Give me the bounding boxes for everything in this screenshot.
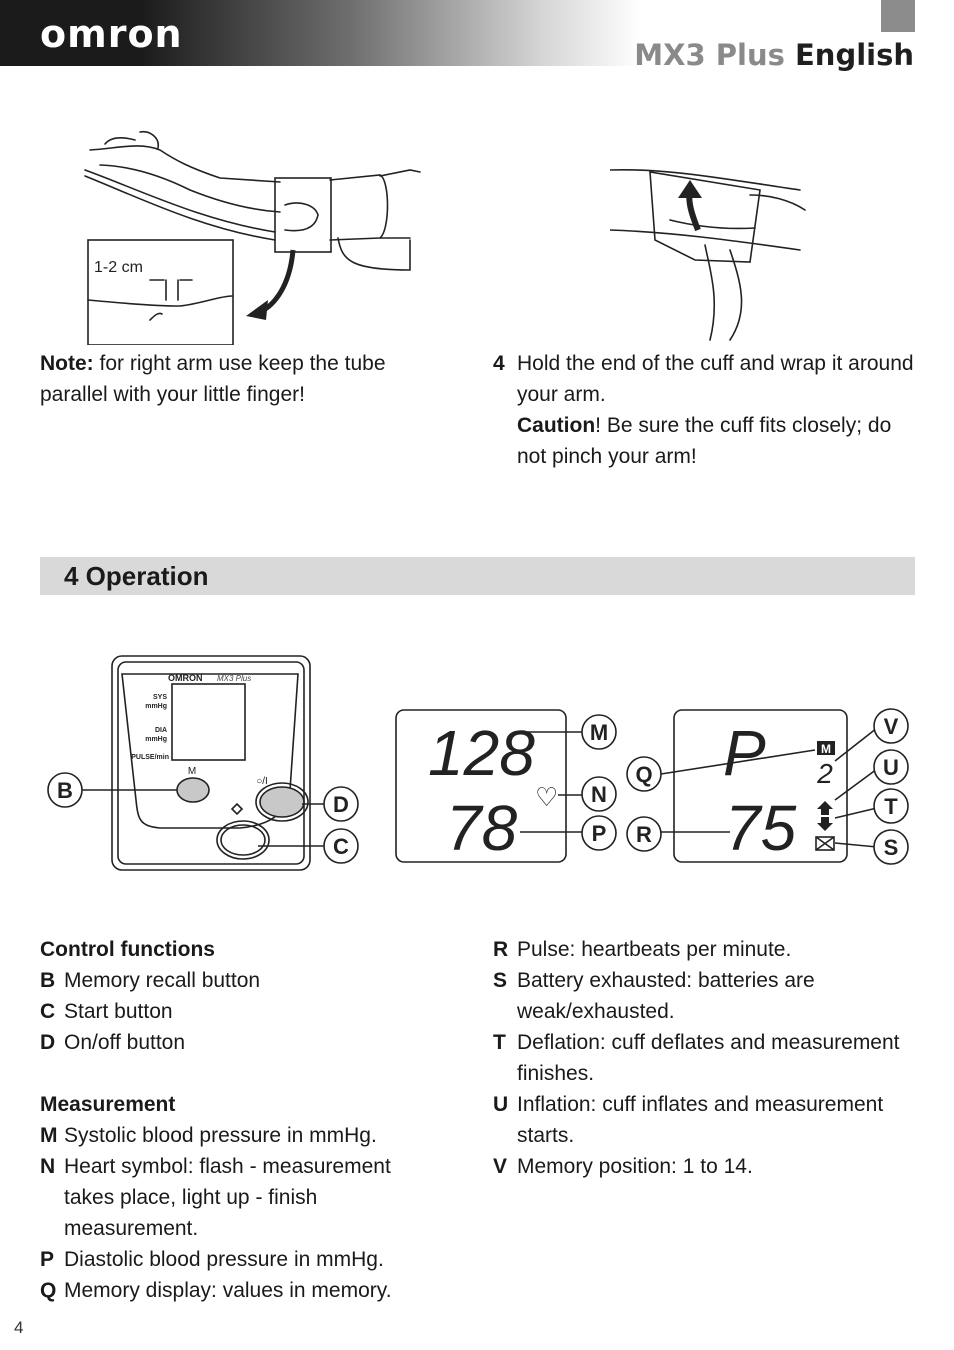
- list-item: D On/off button: [40, 1031, 186, 1054]
- heart-icon: ♡: [535, 782, 559, 812]
- step-text: Hold the end of the cuff and wrap it around your arm.: [517, 352, 914, 406]
- model-name: MX3 Plus: [634, 38, 785, 72]
- sys-label: SYS: [152, 694, 167, 701]
- language-label: English: [794, 38, 914, 72]
- step-number: 4: [493, 352, 505, 375]
- start-button: [221, 825, 265, 855]
- page-title: [634, 38, 914, 72]
- section-header: [40, 557, 915, 595]
- list-item: U Inflation: cuff inflates and measurement starts.: [493, 1093, 884, 1147]
- callout-n: N: [591, 782, 607, 807]
- device-illustration: [40, 650, 370, 875]
- callout-s: S: [883, 835, 899, 860]
- list-item: C Start button: [40, 1000, 173, 1023]
- control-title: Control functions: [40, 938, 215, 961]
- tube-detail-box: [275, 178, 331, 252]
- pulse-value: 75: [725, 792, 797, 864]
- systolic-value: 128: [428, 717, 535, 789]
- note-label: Note:: [40, 352, 94, 375]
- list-item: R Pulse: heartbeats per minute.: [493, 938, 792, 961]
- callout-b: B: [57, 778, 73, 803]
- power-symbol: ○/I: [256, 776, 268, 787]
- deflation-arrow-icon: [817, 817, 833, 831]
- pulse-label: PULSE/min: [131, 754, 169, 761]
- callout-v: V: [883, 714, 899, 739]
- list-item: M Systolic blood pressure in mmHg.: [40, 1124, 377, 1147]
- device-brand: OMRON: [168, 673, 203, 683]
- caution-label: Caution: [517, 414, 596, 437]
- diastolic-value: 78: [446, 792, 518, 864]
- list-item: S Battery exhausted: batteries are weak/exhausted.: [493, 969, 815, 1023]
- arm-tube-figure: [80, 120, 430, 345]
- display-reading: [390, 705, 630, 867]
- header-tab: [881, 0, 915, 32]
- left-legend: [40, 934, 440, 1306]
- omron-logo: omron: [40, 12, 183, 56]
- memory-button: [177, 778, 209, 802]
- lcd-screen: [172, 684, 245, 760]
- arm-outline: [90, 146, 280, 182]
- dia-unit: mmHg: [145, 736, 167, 743]
- callout-m: M: [589, 720, 609, 745]
- diamond-icon: [232, 804, 242, 814]
- sys-unit: mmHg: [145, 703, 167, 710]
- callout-r: R: [636, 822, 652, 847]
- callout-t: T: [884, 794, 898, 819]
- memory-icon: M: [821, 742, 831, 756]
- callout-u: U: [883, 755, 899, 780]
- page-number: 4: [14, 1318, 24, 1337]
- device-body: [112, 656, 310, 870]
- inflation-arrow-icon: [817, 801, 833, 815]
- note-paragraph: [40, 348, 440, 410]
- display-memory: [625, 705, 917, 867]
- caution-text: ! Be sure the cuff fits closely; do not pinch your arm!: [517, 414, 892, 468]
- callout-d: D: [333, 792, 349, 817]
- step-4: [493, 348, 919, 472]
- right-legend: [493, 934, 915, 1182]
- detail-inset: [88, 240, 233, 345]
- on-off-button: [260, 787, 304, 817]
- list-item: Q Memory display: values in memory.: [40, 1279, 392, 1302]
- measure-label: 1-2 cm: [94, 259, 143, 276]
- cuff-wrap-figure: [610, 150, 810, 345]
- callout-c: C: [333, 834, 349, 859]
- note-text: for right arm use keep the tube parallel with your little finger!: [40, 352, 386, 406]
- list-item: T Deflation: cuff deflates and measurement finishes.: [493, 1031, 900, 1085]
- dia-label: DIA: [154, 727, 167, 734]
- memory-top-symbol: P: [723, 717, 766, 789]
- device-model: MX3 Plus: [217, 674, 252, 683]
- list-item: P Diastolic blood pressure in mmHg.: [40, 1248, 384, 1271]
- memory-position: 2: [817, 758, 833, 789]
- list-item: B Memory recall button: [40, 969, 261, 992]
- callout-q: Q: [635, 762, 653, 787]
- callout-p: P: [591, 821, 607, 846]
- m-button-label: M: [187, 766, 197, 777]
- list-item: N Heart symbol: flash - measurement takes place, light up - finish measurement.: [40, 1155, 391, 1240]
- cuff-outline: [330, 175, 388, 240]
- measurement-title: Measurement: [40, 1093, 176, 1116]
- section-title: 4 Operation: [64, 561, 209, 591]
- list-item: V Memory position: 1 to 14.: [493, 1155, 753, 1178]
